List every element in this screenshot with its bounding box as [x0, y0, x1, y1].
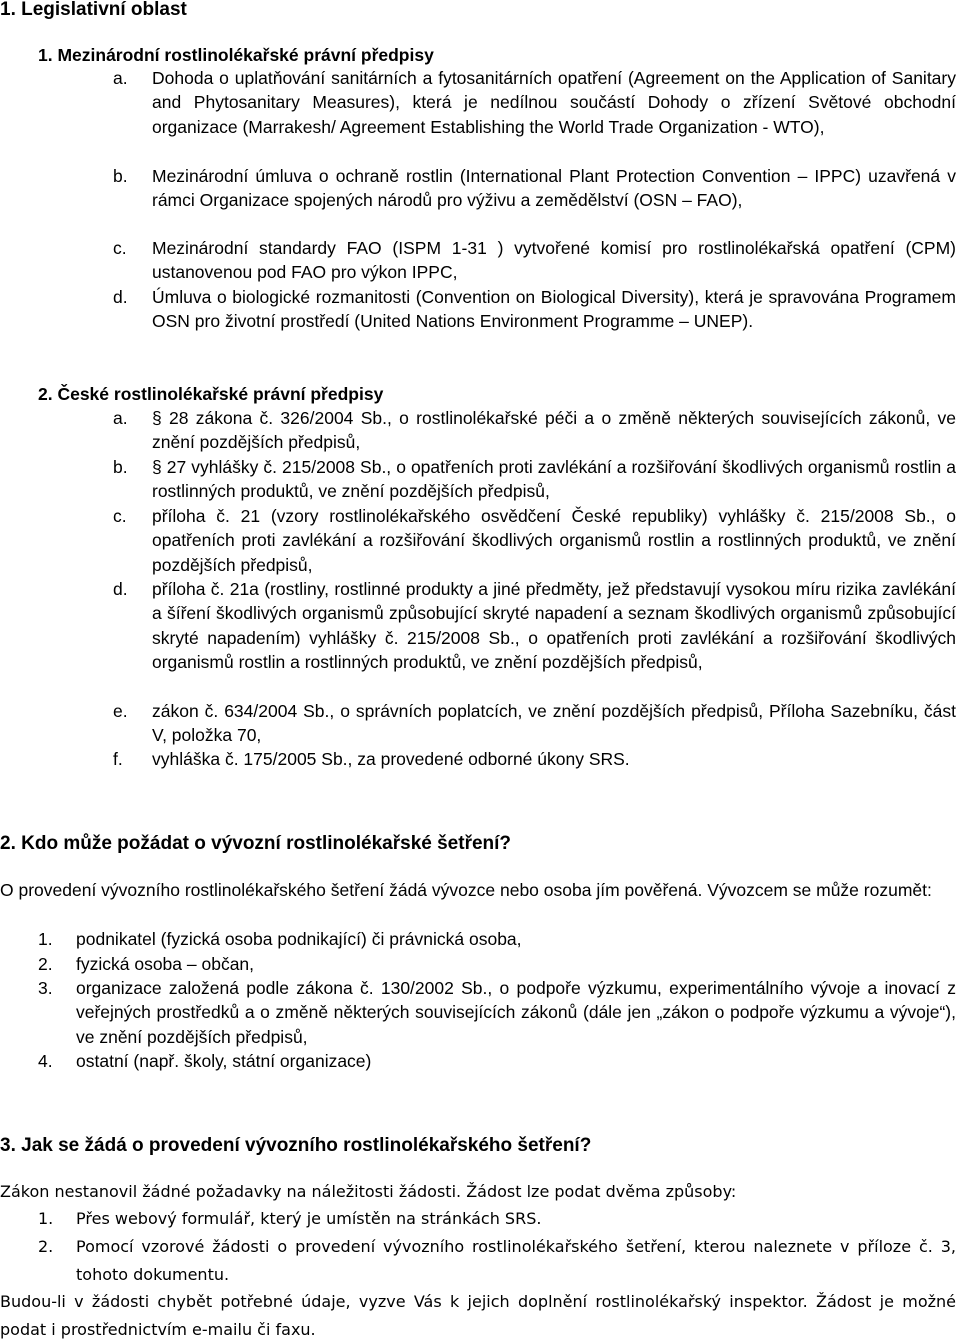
method-sample-request: Pomocí vzorové žádosti o provedení vývozního rostlinolékařského šetření, kterou naleznete v příloze č. 3, tohoto dokumentu. — [76, 1237, 956, 1284]
list-item-ippc: Mezinárodní úmluva o ochraně rostlin (International Plant Protection Convention – IPPC) uzavřená v rámci Organizace spojených národů pro výživu a zemědělství (OSN – FAO), — [152, 166, 956, 211]
list-label: 2. — [38, 954, 53, 974]
list-item-priloha-21: příloha č. 21 (vzory rostlinolékařského osvědčení České republiky) vyhlášky č. 215/2008 Sb., o opatřeních proti zavlékání a rozšiřování škodlivých organismů rostlin a rostlinných produktů, ve znění pozdějších předpisů, — [152, 506, 956, 575]
list-label: 2. — [38, 1237, 54, 1256]
list-label: b. — [113, 457, 128, 477]
list-item-unep: Úmluva o biologické rozmanitosti (Convention on Biological Diversity), která je spravována Programem OSN pro životní prostředí (United Nations Environment Programme – UNEP). — [152, 287, 956, 332]
subheading-ceske: 2. České rostlinolékařské právní předpisy — [38, 384, 384, 404]
method-web-form: Přes webový formulář, který je umístěn na stránkách SRS. — [76, 1209, 542, 1228]
section3-intro: Zákon nestanovil žádné požadavky na náležitosti žádosti. Žádost lze podat dvěma způsoby: — [0, 1182, 737, 1201]
list-item-zakon-326: § 28 zákona č. 326/2004 Sb., o rostlinolékařské péči a o změně některých souvisejících zákonů, ve znění pozdějších předpisů, — [152, 408, 956, 453]
list-item-ispm: Mezinárodní standardy FAO (ISPM 1-31 ) vytvořené komisí pro rostlinolékařská opatření (CPM) ustanovenou pod FAO pro výkon IPPC, — [152, 238, 956, 283]
section2-intro: O provedení vývozního rostlinolékařského šetření žádá vývozce nebo osoba jím pověřená. Vývozcem se může rozumět: — [0, 880, 932, 900]
list-item-zakon-634: zákon č. 634/2004 Sb., o správních poplatcích, ve znění pozdějších předpisů, Příloha Sazebníku, část V, položka 70, — [152, 701, 956, 746]
list-label: b. — [113, 166, 128, 186]
list-label: d. — [113, 287, 128, 307]
list-label: c. — [113, 506, 127, 526]
list-label: a. — [113, 408, 128, 428]
exporter-item: organizace založená podle zákona č. 130/2002 Sb., o podpoře výzkumu, experimentálního vývoje a inovací z veřejných prostředků a o změně některých souvisejících zákonů (dále jen „zákon o podpoře výzkumu a vývoje“), ve znění pozdějších předpisů, — [76, 978, 956, 1047]
list-label: 3. — [38, 978, 53, 998]
list-label: f. — [113, 749, 123, 769]
heading-jak-se-zada: 3. Jak se žádá o provedení vývozního rostlinolékařského šetření? — [0, 1135, 592, 1156]
heading-legislativni-oblast: 1. Legislativní oblast — [0, 0, 187, 20]
list-label: 1. — [38, 1209, 54, 1228]
list-label: c. — [113, 238, 127, 258]
list-item-wto: Dohoda o uplatňování sanitárních a fytosanitárních opatření (Agreement on the Application of Sanitary and Phytosanitary Measures), která je nedílnou součástí Dohody o zřízení Světové obchodní organizace (Marrakesh/ Agreement Establishing the World Trade Organization - WTO), — [152, 68, 956, 137]
list-item-vyhlaska-215: § 27 vyhlášky č. 215/2008 Sb., o opatřeních proti zavlékání a rozšiřování škodlivých organismů rostlin a rostlinných produktů, ve znění pozdějších předpisů, — [152, 457, 956, 502]
exporter-item: podnikatel (fyzická osoba podnikající) či právnická osoba, — [76, 929, 522, 949]
list-label: e. — [113, 701, 128, 721]
exporter-item: fyzická osoba – občan, — [76, 954, 255, 974]
list-item-vyhlaska-175: vyhláška č. 175/2005 Sb., za provedené odborné úkony SRS. — [152, 749, 630, 769]
list-label: 1. — [38, 929, 53, 949]
subheading-mezinarodni: 1. Mezinárodní rostlinolékařské právní předpisy — [38, 45, 434, 65]
exporter-item: ostatní (např. školy, státní organizace) — [76, 1051, 372, 1071]
section3-outro: Budou-li v žádosti chybět potřebné údaje, vyzve Vás k jejich doplnění rostlinolékařský inspektor. Žádost je možné podat i prostřednictvím e-mailu či faxu. — [0, 1292, 956, 1339]
list-item-priloha-21a: příloha č. 21a (rostliny, rostlinné produkty a jiné předměty, jež představují vysokou míru rizika zavlékání a šíření škodlivých organismů způsobující skryté napadení a seznam škodlivých organismů způsobující skryté napadením) vyhlášky č. 215/2008 Sb., o opatřeních proti zavlékání a rozšiřování škodlivých organismů rostlin a rostlinných produktů, ve znění pozdějších předpisů, — [152, 579, 956, 672]
heading-kdo-muze-pozadat: 2. Kdo může požádat o vývozní rostlinolékařské šetření? — [0, 833, 512, 854]
list-label: a. — [113, 68, 128, 88]
list-label: d. — [113, 579, 128, 599]
list-label: 4. — [38, 1051, 53, 1071]
